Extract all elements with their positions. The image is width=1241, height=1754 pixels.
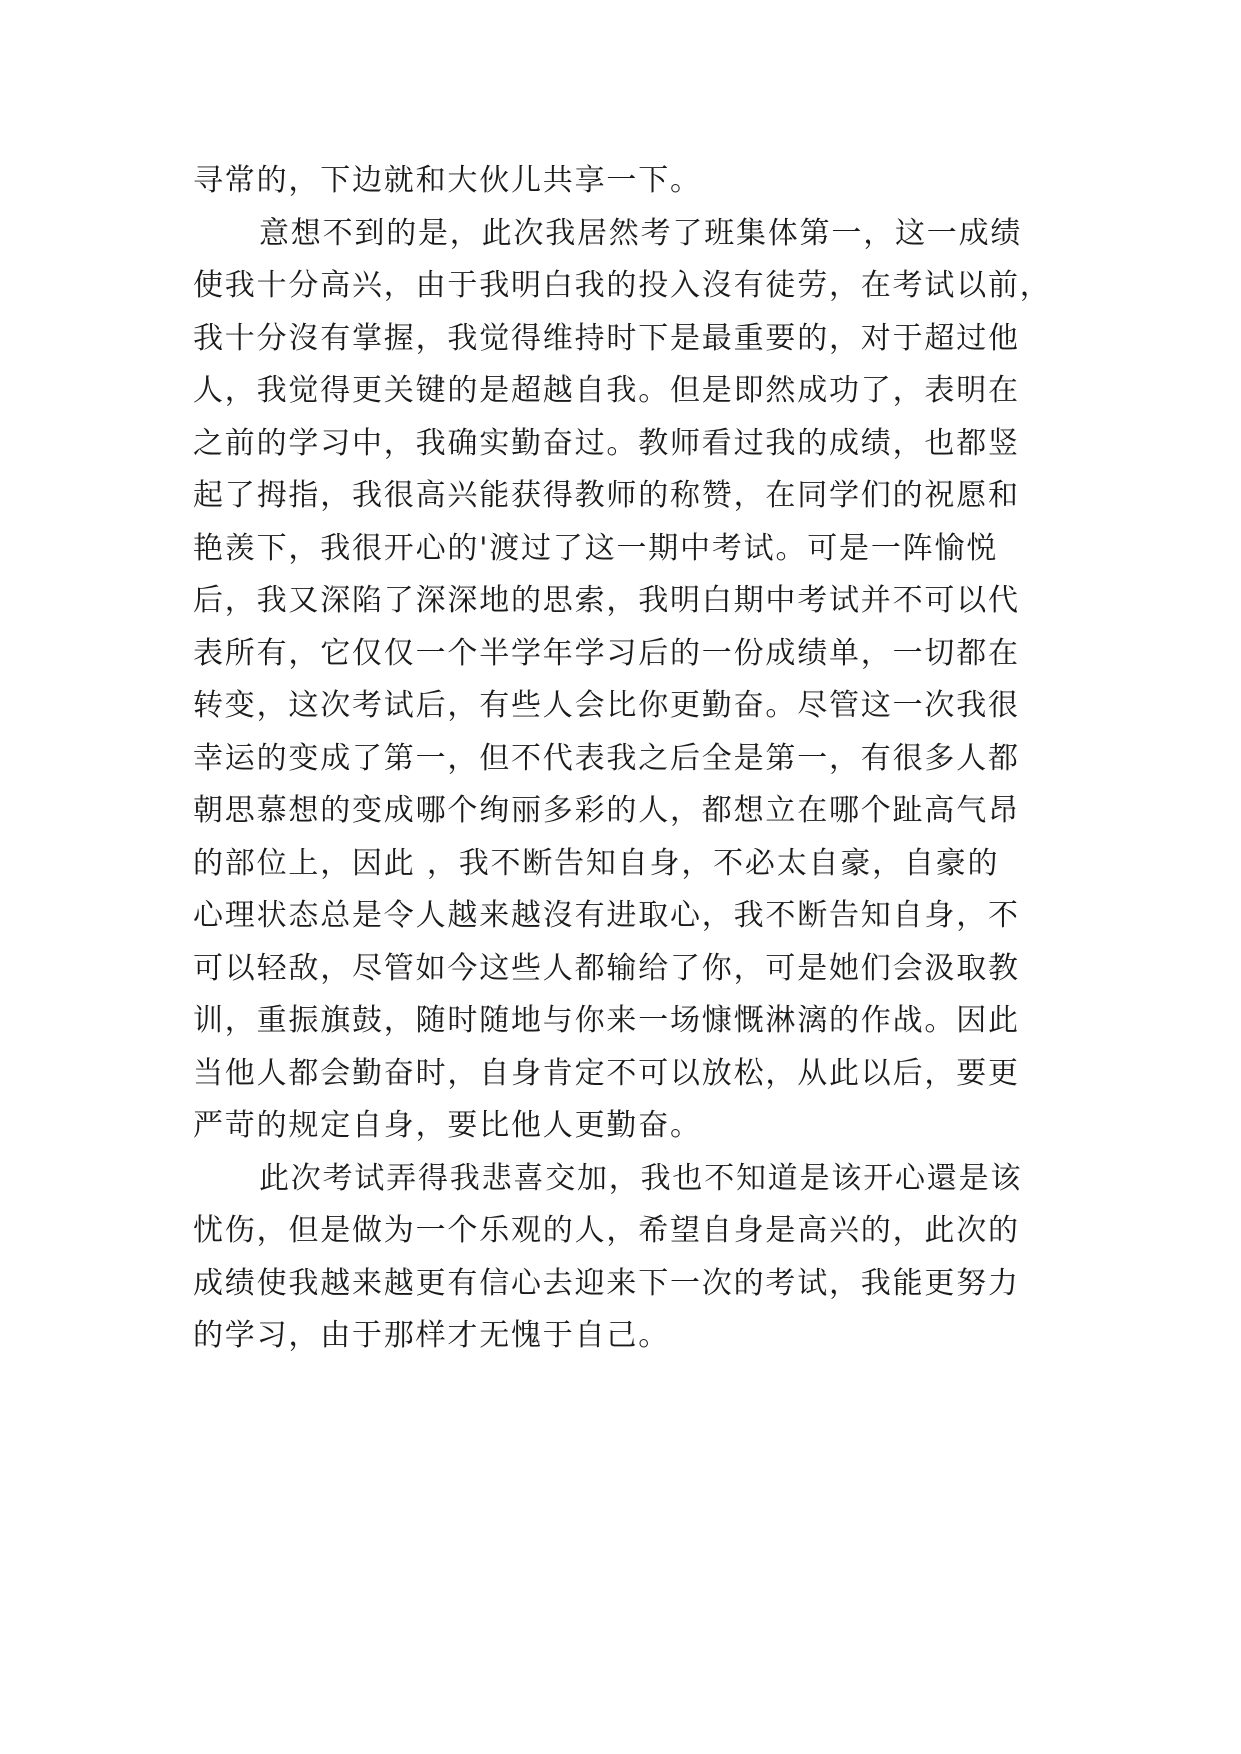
- text-line: 可以轻敌，尽管如今这些人都输给了你，可是她们会汲取教: [193, 950, 1020, 986]
- text-line: 成绩使我越来越更有信心去迎来下一次的考试，我能更努力: [193, 1265, 1020, 1301]
- text-line: 人，我觉得更关键的是超越自我。但是即然成功了，表明在: [193, 373, 1020, 408]
- text-line: 的学习，由于那样才无愧于自己。: [193, 1318, 670, 1353]
- text-line: 艳羡下，我很开心的'渡过了这一期中考试。可是一阵愉悦: [193, 530, 999, 566]
- text-line: 使我十分高兴，由于我明白我的投入沒有徒劳，在考试以前，: [193, 268, 1052, 303]
- text-line: 起了拇指，我很高兴能获得教师的称赞，在同学们的祝愿和: [193, 478, 1020, 513]
- body-text: [193, 155, 1073, 1363]
- text-line: 的部位上，因此 ，我不断告知自身，不必太自豪，自豪的: [193, 845, 1000, 881]
- text-line: 严苛的规定自身，要比他人更勤奋。: [193, 1108, 702, 1143]
- text-line: 心理状态总是令人越来越沒有进取心，我不断告知自身，不: [193, 898, 1020, 933]
- text-line: 后，我又深陷了深深地的思索，我明白期中考试并不可以代: [193, 583, 1020, 618]
- text-line: 寻常的，下边就和大伙儿共享一下。: [193, 163, 702, 198]
- text-line: 忧伤，但是做为一个乐观的人，希望自身是高兴的，此次的: [193, 1213, 1020, 1248]
- text-line: 我十分沒有掌握，我觉得维持时下是最重要的，对于超过他: [193, 320, 1020, 356]
- text-line: 之前的学习中，我确实勤奋过。教师看过我的成绩，也都竖: [193, 425, 1020, 461]
- text-line: 朝思慕想的变成哪个绚丽多彩的人，都想立在哪个趾高气昂: [193, 793, 1020, 828]
- text-line: 当他人都会勤奋时，自身肯定不可以放松，从此以后，要更: [193, 1055, 1020, 1091]
- text-line: 幸运的变成了第一，但不代表我之后全是第一，有很多人都: [193, 740, 1020, 776]
- paragraph-start-line: 意想不到的是，此次我居然考了班集体第一，这一成绩: [259, 215, 1023, 251]
- paragraph-start-line: 此次考试弄得我悲喜交加，我也不知道是该开心還是该: [259, 1160, 1023, 1196]
- text-line: 训，重振旗鼓，随时随地与你来一场慷慨淋漓的作战。因此: [193, 1003, 1020, 1038]
- text-line: 表所有，它仅仅一个半学年学习后的一份成绩单，一切都在: [193, 635, 1020, 671]
- text-line: 转变，这次考试后，有些人会比你更勤奋。尽管这一次我很: [193, 688, 1020, 723]
